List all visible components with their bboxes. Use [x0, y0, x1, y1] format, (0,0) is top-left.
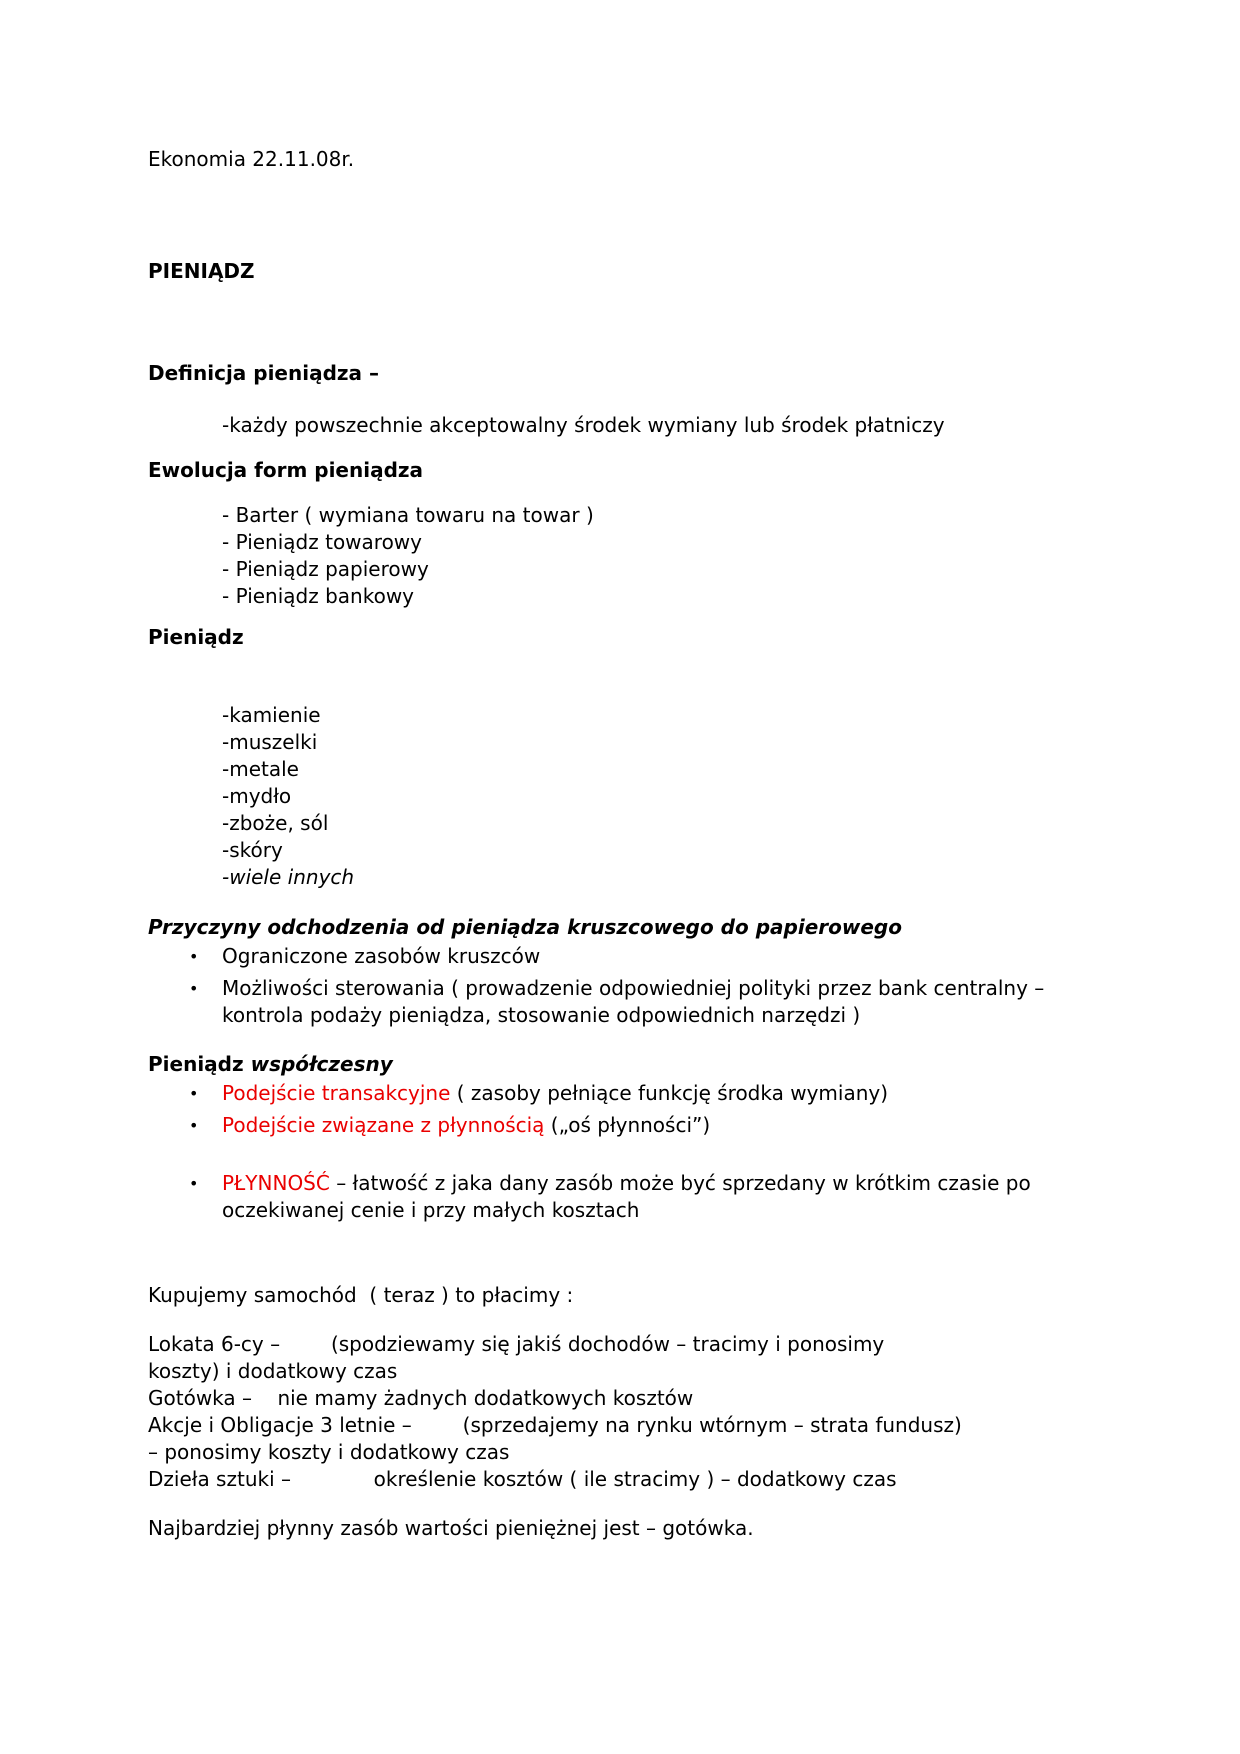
course-date: Ekonomia 22.11.08r.: [148, 147, 355, 171]
bullet-item: [148, 975, 1130, 1029]
purchase-intro: Kupujemy samochód ( teraz ) to płacimy :: [148, 1283, 574, 1307]
money-form-item: -mydło: [222, 784, 292, 808]
bullet-text: [222, 1170, 1067, 1224]
bullet-text: [222, 1112, 1067, 1139]
bullet-icon: •: [189, 1174, 199, 1193]
definition-heading: Definicja pieniądza –: [148, 361, 379, 385]
purchase-line: koszty) i dodatkowy czas: [148, 1359, 398, 1383]
purchase-line: Akcje i Obligacje 3 letnie – (sprzedajemy na rynku wtórnym – strata fundusz): [148, 1413, 962, 1437]
red-term: PŁYNNOŚĆ: [222, 1171, 330, 1195]
red-term: Podejście transakcyjne: [222, 1081, 451, 1105]
money-form-item: -metale: [222, 757, 299, 781]
purchase-line: Dzieła sztuki – określenie kosztów ( ile stracimy ) – dodatkowy czas: [148, 1467, 897, 1491]
bullet-item: [148, 943, 1130, 970]
bullet-icon: •: [189, 1084, 199, 1103]
bullet-rest: – łatwość z jaka dany zasób może być sprzedany w krótkim czasie po oczekiwanej cenie i przy małych kosztach: [222, 1171, 1038, 1222]
list-item: - Pieniądz towarowy: [222, 530, 422, 554]
modern-heading-italic: współczesny: [250, 1052, 393, 1076]
bullet-rest: ( zasoby pełniące funkcję środka wymiany): [450, 1081, 889, 1105]
conclusion-line: Najbardziej płynny zasób wartości pieniężnej jest – gotówka.: [148, 1516, 754, 1540]
bullet-icon: •: [189, 1116, 199, 1135]
bullet-text: Ograniczone zasobów kruszców: [222, 944, 541, 968]
modern-money-heading: [148, 1051, 1130, 1078]
liquidity-bullet: [148, 1170, 1130, 1224]
purchase-lines: [148, 1331, 1130, 1493]
page-title: PIENIĄDZ: [148, 259, 255, 283]
bullet-icon: •: [189, 979, 199, 998]
purchase-line: – ponosimy koszty i dodatkowy czas: [148, 1440, 510, 1464]
reasons-bullets: [148, 943, 1130, 1029]
money-forms-heading: Pieniądz: [148, 625, 244, 649]
modern-heading-bold: Pieniądz: [148, 1052, 251, 1076]
bullet-icon: •: [189, 947, 199, 966]
money-forms-list: [148, 702, 1130, 891]
money-form-item: -kamienie: [222, 703, 321, 727]
money-form-item: -muszelki: [222, 730, 318, 754]
money-form-item: -skóry: [222, 838, 283, 862]
evolution-heading: Ewolucja form pieniądza: [148, 458, 424, 482]
money-form-item: -zboże, sól: [222, 811, 329, 835]
definition-body: -każdy powszechnie akceptowalny środek wymiany lub środek płatniczy: [222, 413, 945, 437]
bullet-rest: („oś płynności”): [544, 1113, 711, 1137]
bullet-text: [222, 1080, 1067, 1107]
list-item: - Pieniądz bankowy: [222, 584, 415, 608]
evolution-list: [148, 502, 1130, 610]
purchase-line: Gotówka – nie mamy żadnych dodatkowych kosztów: [148, 1386, 694, 1410]
list-item: - Pieniądz papierowy: [222, 557, 429, 581]
modern-money-bullets: [148, 1080, 1130, 1224]
bullet-text: Możliwości sterowania ( prowadzenie odpowiedniej polityki przez bank centralny – kontrola podaży pieniądza, stosowanie odpowiednich narzędzi ): [222, 976, 1051, 1027]
bullet-item: [148, 1080, 1130, 1107]
list-item: - Barter ( wymiana towaru na towar ): [222, 503, 594, 527]
bullet-item: [148, 1112, 1130, 1139]
money-form-item-italic: -wiele innych: [222, 865, 355, 889]
purchase-line: Lokata 6-cy – (spodziewamy się jakiś dochodów – tracimy i ponosimy: [148, 1332, 885, 1356]
reasons-heading: Przyczyny odchodzenia od pieniądza kruszcowego do papierowego: [148, 915, 902, 939]
red-term: Podejście związane z płynnością: [222, 1113, 545, 1137]
